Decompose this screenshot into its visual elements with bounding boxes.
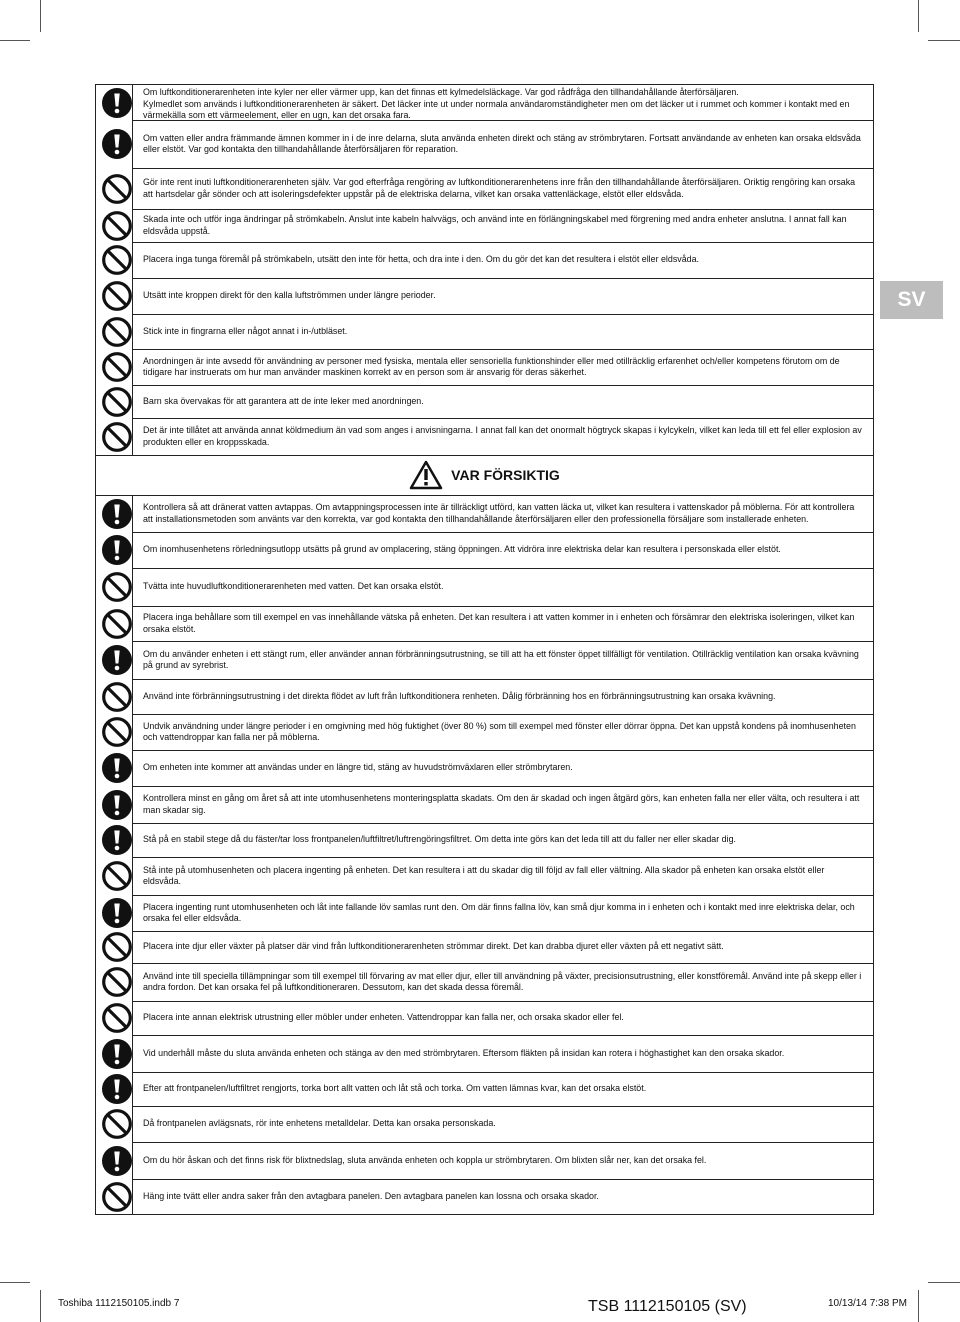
warning-text bbox=[143, 214, 863, 237]
instruction-paragraph: Om enheten inte kommer att användas under en längre tid, stäng av huvudströmväxlaren eller strömbrytaren. bbox=[143, 762, 573, 773]
footer-document-code: TSB 1112150105 (SV) bbox=[588, 1298, 747, 1315]
instruction-paragraph: Använd inte förbränningsutrustning i det direkta flödet av luft från luftkonditionera renheten. Dålig förbränning hos en förbränningsutrustning kan orsaka kvävning. bbox=[143, 690, 776, 701]
prohibited-icon bbox=[101, 316, 133, 348]
prohibited-icon bbox=[101, 1002, 133, 1034]
crop-mark bbox=[928, 40, 960, 41]
caution-text bbox=[143, 941, 863, 953]
caution-text bbox=[143, 581, 863, 593]
instruction-paragraph: Utsätt inte kroppen direkt för den kalla luftströmmen under längre perioder. bbox=[143, 290, 436, 301]
caution-item bbox=[96, 1179, 873, 1215]
instruction-paragraph: Om du hör åskan och det finns risk för blixtnedslag, sluta använda enheten och koppla ur strömbrytaren. Om blixten slår ner, kan det orsaka fel. bbox=[143, 1154, 707, 1165]
caution-item bbox=[96, 895, 873, 931]
caution-text bbox=[143, 1012, 863, 1024]
instruction-paragraph: Undvik användning under längre perioder i en omgivning med hög fuktighet (över 80 %) som till exempel med fönster eller dörrar öppna. Det kan uppstå kondens på inomhusenheten och vattendroppar kan falla ner på möblerna. bbox=[143, 720, 856, 742]
caution-item bbox=[96, 1106, 873, 1142]
warning-text bbox=[143, 177, 863, 200]
caution-text bbox=[143, 902, 863, 925]
mandatory-action-icon bbox=[101, 1145, 133, 1177]
caution-item bbox=[96, 1142, 873, 1179]
instruction-paragraph: Om vatten eller andra främmande ämnen kommer in i de inre delarna, sluta använda enheten direkt och stäng av strömbrytaren. Fortsatt användande av enheten kan orsaka eldsvåda eller elstöt. Var god kontakta den tillhandahållande återförsäljaren för reparation. bbox=[143, 132, 861, 154]
prohibited-icon bbox=[101, 386, 133, 418]
caution-item bbox=[96, 1001, 873, 1035]
caution-text bbox=[143, 691, 863, 703]
caution-item bbox=[96, 750, 873, 786]
warning-item bbox=[96, 278, 873, 314]
mandatory-action-icon bbox=[101, 128, 133, 160]
crop-mark bbox=[40, 1290, 41, 1322]
instruction-paragraph: Stå på en stabil stege då du fäster/tar loss frontpanelen/luftfiltret/luftrengöringsfiltret. Om detta inte görs kan det leda till att du faller ner eller skadar dig. bbox=[143, 834, 736, 845]
instruction-paragraph: Vid underhåll måste du sluta använda enheten och stänga av den med strömbrytaren. Eftersom fläkten på insidan kan rotera i höghastighet kan den orsaka skador. bbox=[143, 1047, 785, 1058]
warning-item bbox=[96, 168, 873, 209]
mandatory-action-icon bbox=[101, 87, 133, 119]
caution-item bbox=[96, 931, 873, 963]
mandatory-action-icon bbox=[101, 752, 133, 784]
instruction-paragraph: Då frontpanelen avlägsnats, rör inte enhetens metalldelar. Detta kan orsaka personskada. bbox=[143, 1118, 496, 1129]
instruction-paragraph: Om du använder enheten i ett stängt rum, eller använder annan förbränningsutrustning, se till att ha ett fönster öppet tillfälligt för ventilation. Otillräcklig ventilation kan orsaka kvävning på grund av syrebrist. bbox=[143, 648, 859, 670]
mandatory-action-icon bbox=[101, 824, 133, 856]
caution-item bbox=[96, 1035, 873, 1072]
warning-text bbox=[143, 254, 863, 266]
icon-column-divider bbox=[132, 85, 133, 455]
caution-item bbox=[96, 963, 873, 1001]
caution-header bbox=[96, 455, 873, 495]
prohibited-icon bbox=[101, 351, 133, 383]
mandatory-action-icon bbox=[101, 1073, 133, 1105]
instruction-paragraph: Kontrollera minst en gång om året så att inte utomhusenhetens monteringsplatta skadats. Om den är skadad och ingen åtgärd görs, kan enheten falla ner eller välta, och resultera i att man skadar sig. bbox=[143, 793, 860, 815]
warning-text bbox=[143, 425, 863, 448]
warning-item bbox=[96, 314, 873, 349]
caution-triangle-icon bbox=[409, 460, 443, 490]
instruction-paragraph: Skada inte och utför inga ändringar på strömkabeln. Anslut inte kabeln halvvägs, och använd inte en förlängningskabel med förgrening med andra enheter anslutna. I annat fall kan eldsvåda uppstå. bbox=[143, 214, 847, 236]
warning-item bbox=[96, 85, 873, 120]
caution-item bbox=[96, 786, 873, 823]
instruction-paragraph: Kontrollera så att dränerat vatten avtappas. Om avtappningsprocessen inte är tillräckligt utförd, kan vatten läcka ut, vilket kan resultera i vattenskador på möblerna. För att kontrollera att installationsmetoden som använts var den korrekta, var god kontakta den tillhandahållande återförsäljaren eller den professionella försäljare som installerade enheten. bbox=[143, 502, 855, 524]
prohibited-icon bbox=[101, 1181, 133, 1213]
prohibited-icon bbox=[101, 716, 133, 748]
caution-item bbox=[96, 641, 873, 679]
caution-item bbox=[96, 857, 873, 895]
caution-text bbox=[143, 971, 863, 994]
instruction-paragraph: Placera inga behållare som till exempel en vas innehållande vätska på enheten. Det kan resultera i att vatten kommer in i enheten och försämrar den elektriska isoleringen, vilket kan orsaka elstöt. bbox=[143, 612, 855, 634]
crop-mark bbox=[0, 40, 30, 41]
instruction-paragraph: Om inomhusenhetens rörledningsutlopp utsätts på grund av omplacering, stäng öppningen. Att vidröra inre elektriska delar kan resultera i personskada eller elstöt. bbox=[143, 544, 781, 555]
caution-item bbox=[96, 532, 873, 568]
prohibited-icon bbox=[101, 681, 133, 713]
prohibited-icon bbox=[101, 1108, 133, 1140]
icon-column-divider bbox=[132, 495, 133, 1215]
instruction-paragraph: Det är inte tillåtet att använda annat köldmedium än vad som anges i anvisningarna. I annat fall kan det onormalt högtryck skapas i kylcykeln, vilket kan leda till ett fel eller explosion av produkten eller en kroppsskada. bbox=[143, 425, 862, 447]
caution-item bbox=[96, 606, 873, 641]
caution-text bbox=[143, 544, 863, 556]
warning-item bbox=[96, 385, 873, 418]
caution-title: VAR FÖRSIKTIG bbox=[451, 467, 560, 483]
instruction-paragraph: Placera inte djur eller växter på platser där vind från luftkonditionerarenheten strömmar direkt. Det kan drabba djuret eller växten på ett negativt sätt. bbox=[143, 941, 724, 952]
caution-text bbox=[143, 865, 863, 888]
instruction-paragraph: Placera inte annan elektrisk utrustning eller möbler under enheten. Vattendroppar kan falla ner, och orsaka skador eller fel. bbox=[143, 1012, 624, 1023]
warning-text bbox=[143, 326, 863, 338]
warning-item bbox=[96, 120, 873, 168]
caution-text bbox=[143, 762, 863, 774]
warning-item bbox=[96, 209, 873, 242]
instruction-paragraph: Placera ingenting runt utomhusenheten och låt inte fallande löv samlas runt den. Om där finns fallna löv, kan små djur komma in i enheten och i kontakt med inre elektriska delar, och orsaka fel eller eldsvåda. bbox=[143, 901, 855, 923]
crop-mark bbox=[918, 1290, 919, 1322]
mandatory-action-icon bbox=[101, 789, 133, 821]
crop-mark bbox=[0, 1282, 30, 1283]
instruction-paragraph: Stick inte in fingrarna eller något annat i in-/utbläset. bbox=[143, 325, 348, 336]
mandatory-action-icon bbox=[101, 1038, 133, 1070]
prohibited-icon bbox=[101, 421, 133, 453]
caution-item bbox=[96, 823, 873, 857]
warning-text bbox=[143, 87, 863, 122]
instruction-paragraph: Kylmedlet som används i luftkonditionerarenheten är säkert. Det läcker inte ut under normala användaromständigheter men om det läcker ut i rummet och kommer i kontakt med en värmekälla som ett värmeelement, eller en ugn, kan det orsaka fara. bbox=[143, 98, 850, 120]
instruction-paragraph: Anordningen är inte avsedd för användning av personer med fysiska, mentala eller sensoriella funktionshinder eller med otillräcklig erfarenhet och/eller kompetens förutom om de tidigare har instruerats om hur man använder maskinen korrekt av en person som är ansvarig för deras säkerhet. bbox=[143, 355, 840, 377]
caution-text bbox=[143, 834, 863, 846]
prohibited-icon bbox=[101, 280, 133, 312]
prohibited-icon bbox=[101, 931, 133, 963]
mandatory-action-icon bbox=[101, 644, 133, 676]
caution-text bbox=[143, 1191, 863, 1203]
caution-item bbox=[96, 679, 873, 714]
prohibited-icon bbox=[101, 860, 133, 892]
prohibited-icon bbox=[101, 210, 133, 242]
warning-item bbox=[96, 349, 873, 385]
instruction-paragraph: Placera inga tunga föremål på strömkabeln, utsätt den inte för hetta, och dra inte i den. Om du gör det kan det resultera i elstöt eller eldsvåda. bbox=[143, 254, 699, 265]
instruction-paragraph: Gör inte rent inuti luftkonditionerarenheten själv. Var god efterfråga rengöring av luftkonditionerarenhetens inre från den tillhandahållande återförsäljaren. Oriktig rengöring kan orsaka att hartsdelar går sönder och att isoleringsdefekter uppstår på de elektriska delarna, vilket kan orsaka vattenläckage, elstöt eller eldsvåda. bbox=[143, 177, 856, 199]
instruction-paragraph: Stå inte på utomhusenheten och placera ingenting på enheten. Det kan resultera i att du skadar dig till följd av fall eller vältning. Alla skador på enheten kan orsaka elstöt eller eldsvåda. bbox=[143, 864, 825, 886]
warning-text bbox=[143, 396, 863, 408]
instruction-paragraph: Om luftkonditionerarenheten inte kyler ner eller värmer upp, kan det finnas ett kylmedelsläckage. Var god rådfråga den tillhandahållande återförsäljaren. bbox=[143, 87, 739, 97]
mandatory-action-icon bbox=[101, 498, 133, 530]
caution-text bbox=[143, 502, 863, 525]
warning-text bbox=[143, 356, 863, 379]
crop-mark bbox=[40, 0, 41, 32]
instruction-paragraph: Häng inte tvätt eller andra saker från den avtagbara panelen. Den avtagbara panelen kan lossna och orsaka skador. bbox=[143, 1191, 599, 1202]
warning-text bbox=[143, 290, 863, 302]
prohibited-icon bbox=[101, 244, 133, 276]
caution-item bbox=[96, 714, 873, 750]
prohibited-icon bbox=[101, 173, 133, 205]
mandatory-action-icon bbox=[101, 534, 133, 566]
caution-text bbox=[143, 1083, 863, 1095]
footer-date: 10/13/14 7:38 PM bbox=[828, 1298, 907, 1309]
instruction-paragraph: Använd inte till speciella tillämpningar som till exempel till förvaring av mat eller djur, eller till användning på växter, precisionsutrustning, eller konstföremål. Använd inte på skepp eller i andra fordon. Det kan orsaka fel på luftkonditioneraren. Dessutom, kan det skada dessa föremål. bbox=[143, 970, 862, 992]
footer-file-name: Toshiba 1112150105.indb 7 bbox=[58, 1298, 180, 1309]
prohibited-icon bbox=[101, 966, 133, 998]
prohibited-icon bbox=[101, 571, 133, 603]
caution-text bbox=[143, 793, 863, 816]
crop-mark bbox=[918, 0, 919, 32]
warning-item bbox=[96, 242, 873, 278]
instruction-paragraph: Tvätta inte huvudluftkonditionerarenheten med vatten. Det kan orsaka elstöt. bbox=[143, 581, 444, 592]
warning-text bbox=[143, 133, 863, 156]
caution-text bbox=[143, 1118, 863, 1130]
caution-text bbox=[143, 1048, 863, 1060]
caution-text bbox=[143, 612, 863, 635]
caution-text bbox=[143, 1155, 863, 1167]
safety-instructions-box bbox=[95, 84, 874, 1215]
section-divider bbox=[96, 495, 873, 496]
crop-mark bbox=[928, 1282, 960, 1283]
caution-text bbox=[143, 649, 863, 672]
caution-item bbox=[96, 568, 873, 606]
caution-text bbox=[143, 721, 863, 744]
prohibited-icon bbox=[101, 608, 133, 640]
language-tab: SV bbox=[880, 281, 943, 319]
caution-item bbox=[96, 495, 873, 532]
caution-item bbox=[96, 1072, 873, 1106]
instruction-paragraph: Efter att frontpanelen/luftfiltret rengjorts, torka bort allt vatten och låt stå och torka. Om vatten lämnas kvar, kan det orsaka elstöt. bbox=[143, 1083, 647, 1094]
instruction-paragraph: Barn ska övervakas för att garantera att de inte leker med anordningen. bbox=[143, 395, 424, 406]
mandatory-action-icon bbox=[101, 897, 133, 929]
warning-item bbox=[96, 418, 873, 455]
